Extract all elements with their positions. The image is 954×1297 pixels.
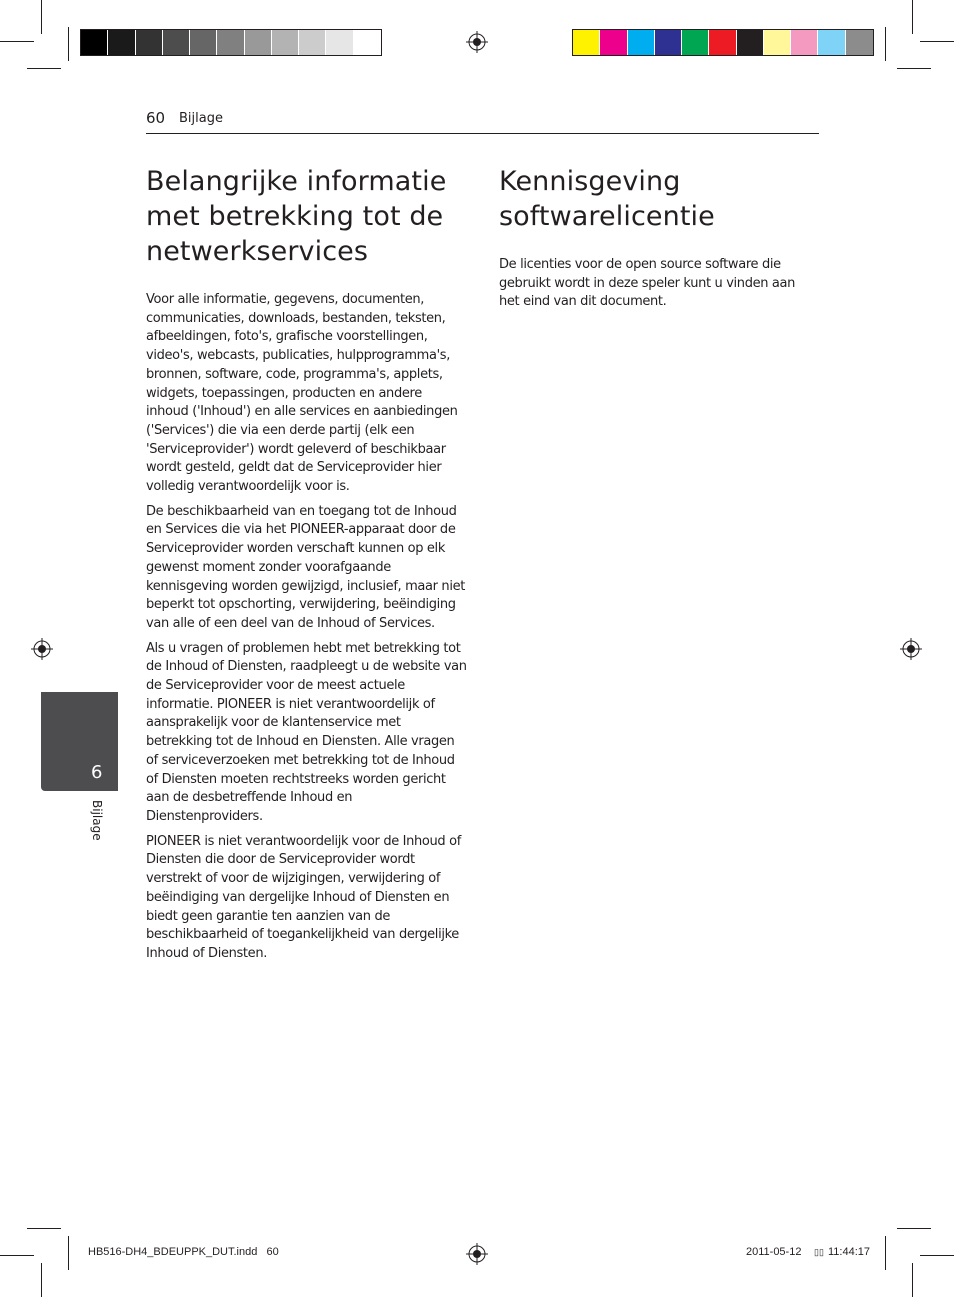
registration-mark-icon [31, 638, 53, 660]
color-swatch [81, 30, 108, 55]
crop-mark [0, 41, 34, 42]
crop-mark [897, 1228, 931, 1229]
color-swatch [628, 30, 655, 55]
grayscale-bar [80, 29, 382, 56]
color-swatch [299, 30, 326, 55]
crop-mark [68, 27, 69, 61]
color-swatch [600, 30, 627, 55]
right-heading [499, 164, 829, 234]
registration-mark-icon [466, 1243, 488, 1265]
crop-mark [41, 0, 42, 34]
color-swatch [764, 30, 791, 55]
footer-filename: HB516-DH4_BDEUPPK_DUT.indd 60 [88, 1246, 279, 1258]
paragraph: PIONEER is niet verantwoordelijk voor de Inhoud of Diensten die door de Serviceprovider wordt verstrekt of voor de wijzigingen, verwijdering of beëindiging van dergelijke Inhoud of Diensten en biedt geen garantie ten aanzien van de beschikbaarheid of toegankelijkheid van dergelijke Inhoud of Diensten. [146, 833, 461, 961]
color-bar [572, 29, 874, 56]
heading-line: Kennisgeving [499, 166, 681, 197]
color-swatch [682, 30, 709, 55]
chapter-number: 6 [91, 762, 103, 783]
heading-line: netwerkservices [146, 236, 369, 267]
crop-mark [912, 0, 913, 34]
color-swatch [326, 30, 353, 55]
section-title: Bijlage [179, 111, 223, 126]
color-swatch [272, 30, 299, 55]
footer-time: 11:44:17 [828, 1246, 871, 1258]
color-swatch [354, 30, 381, 55]
paragraph: De beschikbaarheid van en toegang tot de Inhoud en Services die via het PIONEER-apparaat door de Serviceprovider worden verschaft kunnen op elk gewenst moment zonder voorafgaande kennisgeving worden gewijzigd, inclusief, maar niet beperkt tot opschorting, verwijdering, beëindiging van alle of een deel van de Inhoud of Services. [146, 503, 465, 631]
footer-glyph-icon: ▯▯ [814, 1247, 824, 1257]
color-swatch [163, 30, 190, 55]
left-heading [146, 164, 476, 269]
crop-mark [27, 68, 61, 69]
color-swatch [655, 30, 682, 55]
color-swatch [737, 30, 764, 55]
color-swatch [818, 30, 845, 55]
color-swatch [136, 30, 163, 55]
paragraph: Voor alle informatie, gegevens, documenten, communicaties, downloads, bestanden, teksten, afbeeldingen, foto's, grafische voorstellingen, video's, webcasts, publicaties, hulpprogramma's, bronnen, software, code, programma's, applets, widgets, toepassingen, producten en andere inhoud ('Inhoud') en alle services en aanbiedingen ('Services') die via een derde partij (elk een 'Serviceprovider') wordt geleverd of beschikbaar wordt gesteld, geldt dat de Serviceprovider hier volledig verantwoordelijk voor is. [146, 292, 458, 495]
color-swatch [791, 30, 818, 55]
heading-line: softwarelicentie [499, 201, 715, 232]
heading-line: met betrekking tot de [146, 201, 444, 232]
color-swatch [573, 30, 600, 55]
crop-mark [0, 1255, 34, 1256]
paragraph: De licenties voor de open source software die gebruikt wordt in deze speler kunt u vinden aan het eind van dit document. [499, 257, 796, 310]
crop-mark [920, 1255, 954, 1256]
registration-mark-icon [900, 638, 922, 660]
heading-line: Belangrijke informatie [146, 166, 447, 197]
page-number: 60 [146, 109, 166, 127]
header-rule [146, 133, 819, 134]
color-swatch [108, 30, 135, 55]
left-body [146, 291, 468, 970]
crop-mark [912, 1263, 913, 1297]
chapter-tab [41, 692, 118, 791]
crop-mark [68, 1236, 69, 1270]
color-swatch [190, 30, 217, 55]
paragraph: Als u vragen of problemen hebt met betrekking tot de Inhoud of Diensten, raadpleegt u de website van de Serviceprovider voor de meest actuele informatie. PIONEER is niet verantwoordelijk of aansprakelijk voor de klantenservice met betrekking tot de Inhoud en Diensten. Alle vragen of serviceverzoeken met betrekking tot de Inhoud of Diensten moeten rechtstreeks worden gericht aan de desbetreffende Inhoud en Dienstenproviders. [146, 640, 467, 824]
chapter-label: Bijlage [90, 800, 104, 841]
footer-date: 2011-05-12 [746, 1246, 802, 1258]
registration-mark-icon [466, 31, 488, 53]
crop-mark [897, 68, 931, 69]
crop-mark [41, 1263, 42, 1297]
crop-mark [885, 1236, 886, 1270]
color-swatch [217, 30, 244, 55]
right-body [499, 256, 805, 318]
color-swatch [709, 30, 736, 55]
color-swatch [846, 30, 873, 55]
crop-mark [885, 27, 886, 61]
color-swatch [245, 30, 272, 55]
crop-mark [920, 41, 954, 42]
crop-mark [27, 1228, 61, 1229]
